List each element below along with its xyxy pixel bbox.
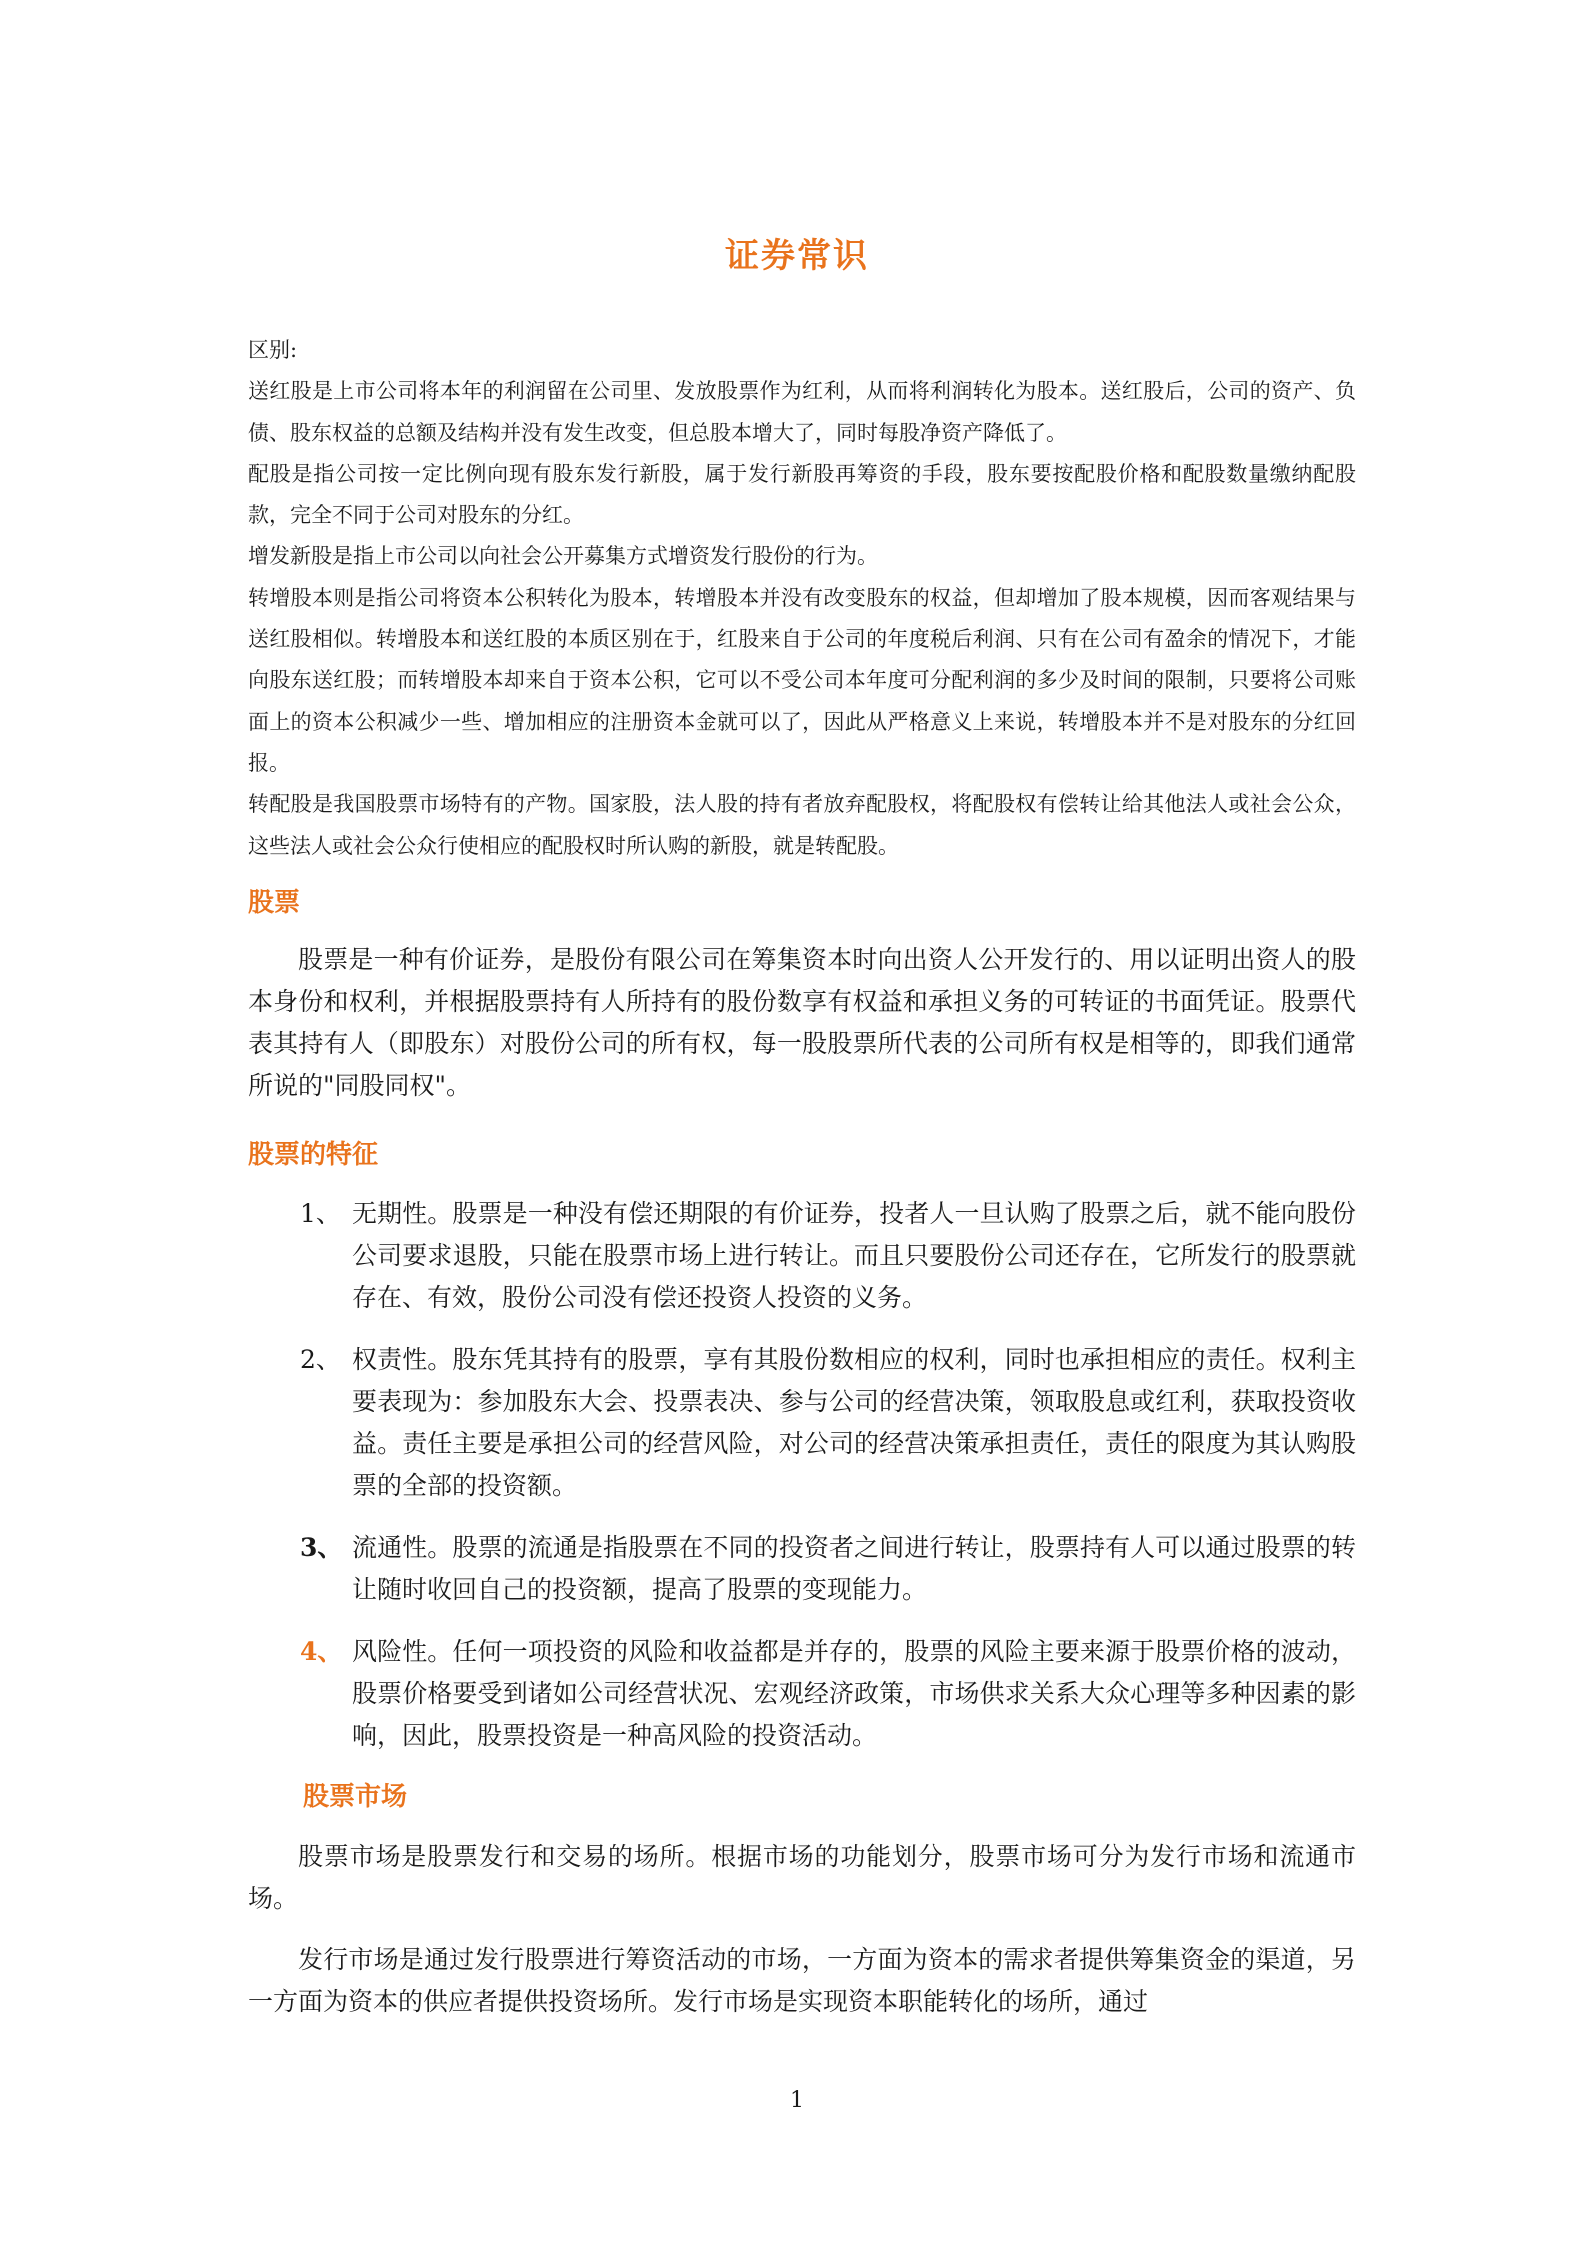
feature-number: 4、 — [300, 1637, 343, 1666]
intro-paragraph: 送红股是上市公司将本年的利润留在公司里、发放股票作为红利，从而将利润转化为股本。送红股后，公司的资产、负债、股东权益的总额及结构并没有发生改变，但总股本增大了，同时每股净资产降低了。 — [248, 379, 1356, 445]
feature-item — [300, 1339, 1356, 1507]
page-title: 证券常识 — [725, 236, 869, 276]
feature-item — [300, 1631, 1356, 1757]
feature-text: 无期性。股票是一种没有偿还期限的有价证券，投者人一旦认购了股票之后，就不能向股份公司要求退股，只能在股票市场上进行转让。而且只要股份公司还存在，它所发行的股票就存在、有效，股份公司没有偿还投资人投资的义务。 — [352, 1199, 1356, 1312]
market-paragraph-block — [248, 1939, 1356, 2023]
market-paragraph-block — [248, 1836, 1356, 1920]
feature-number: 2、 — [300, 1345, 341, 1374]
intro-label: 区别: — [248, 338, 298, 362]
section-heading-market: 股票市场 — [303, 1782, 408, 1812]
feature-text: 风险性。任何一项投资的风险和收益都是并存的，股票的风险主要来源于股票价格的波动，股票价格要受到诸如公司经营状况、宏观经济政策，市场供求关系大众心理等多种因素的影响，因此，股票投资是一种高风险的投资活动。 — [352, 1637, 1356, 1750]
feature-item — [300, 1193, 1356, 1319]
section-heading-features: 股票的特征 — [248, 1140, 379, 1170]
stock-paragraph: 股票是一种有价证券，是股份有限公司在筹集资本时向出资人公开发行的、用以证明出资人的股本身份和权利，并根据股票持有人所持有的股份数享有权益和承担义务的可转证的书面凭证。股票代表其持有人（即股东）对股份公司的所有权，每一股股票所代表的公司所有权是相等的，即我们通常所说的"同股同权"。 — [248, 945, 1356, 1100]
intro-section — [248, 330, 1356, 867]
intro-paragraph: 增发新股是指上市公司以向社会公开募集方式增资发行股份的行为。 — [248, 544, 878, 569]
intro-paragraph: 转配股是我国股票市场特有的产物。国家股，法人股的持有者放弃配股权，将配股权有偿转让给其他法人或社会公众，这些法人或社会公众行使相应的配股权时所认购的新股，就是转配股。 — [248, 792, 1356, 858]
feature-item — [300, 1527, 1356, 1611]
market-paragraph: 股票市场是股票发行和交易的场所。根据市场的功能划分，股票市场可分为发行市场和流通市场。 — [248, 1842, 1356, 1913]
market-paragraph: 发行市场是通过发行股票进行筹资活动的市场，一方面为资本的需求者提供筹集资金的渠道，另一方面为资本的供应者提供投资场所。发行市场是实现资本职能转化的场所，通过 — [248, 1945, 1356, 2016]
feature-text: 权责性。股东凭其持有的股票，享有其股份数相应的权利，同时也承担相应的责任。权利主要表现为：参加股东大会、投票表决、参与公司的经营决策，领取股息或红利，获取投资收益。责任主要是承担公司的经营风险，对公司的经营决策承担责任，责任的限度为其认购股票的全部的投资额。 — [352, 1345, 1356, 1500]
intro-paragraph: 配股是指公司按一定比例向现有股东发行新股，属于发行新股再筹资的手段，股东要按配股价格和配股数量缴纳配股款，完全不同于公司对股东的分红。 — [248, 461, 1356, 528]
feature-text: 流通性。股票的流通是指股票在不同的投资者之间进行转让，股票持有人可以通过股票的转让随时收回自己的投资额，提高了股票的变现能力。 — [352, 1533, 1356, 1604]
section-heading-stock: 股票 — [248, 888, 301, 918]
stock-section — [248, 939, 1356, 1107]
feature-number: 3、 — [300, 1533, 343, 1562]
feature-number: 1、 — [300, 1199, 341, 1228]
page-number: 1 — [790, 2088, 804, 2113]
intro-paragraph: 转增股本则是指公司将资本公积转化为股本，转增股本并没有改变股东的权益，但却增加了股本规模，因而客观结果与送红股相似。转增股本和送红股的本质区别在于，红股来自于公司的年度税后利润、只有在公司有盈余的情况下，才能向股东送红股；而转增股本却来自于资本公积，它可以不受公司本年度可分配利润的多少及时间的限制，只要将公司账面上的资本公积减少一些、增加相应的注册资本金就可以了，因此从严格意义上来说，转增股本并不是对股东的分红回报。 — [248, 585, 1356, 775]
